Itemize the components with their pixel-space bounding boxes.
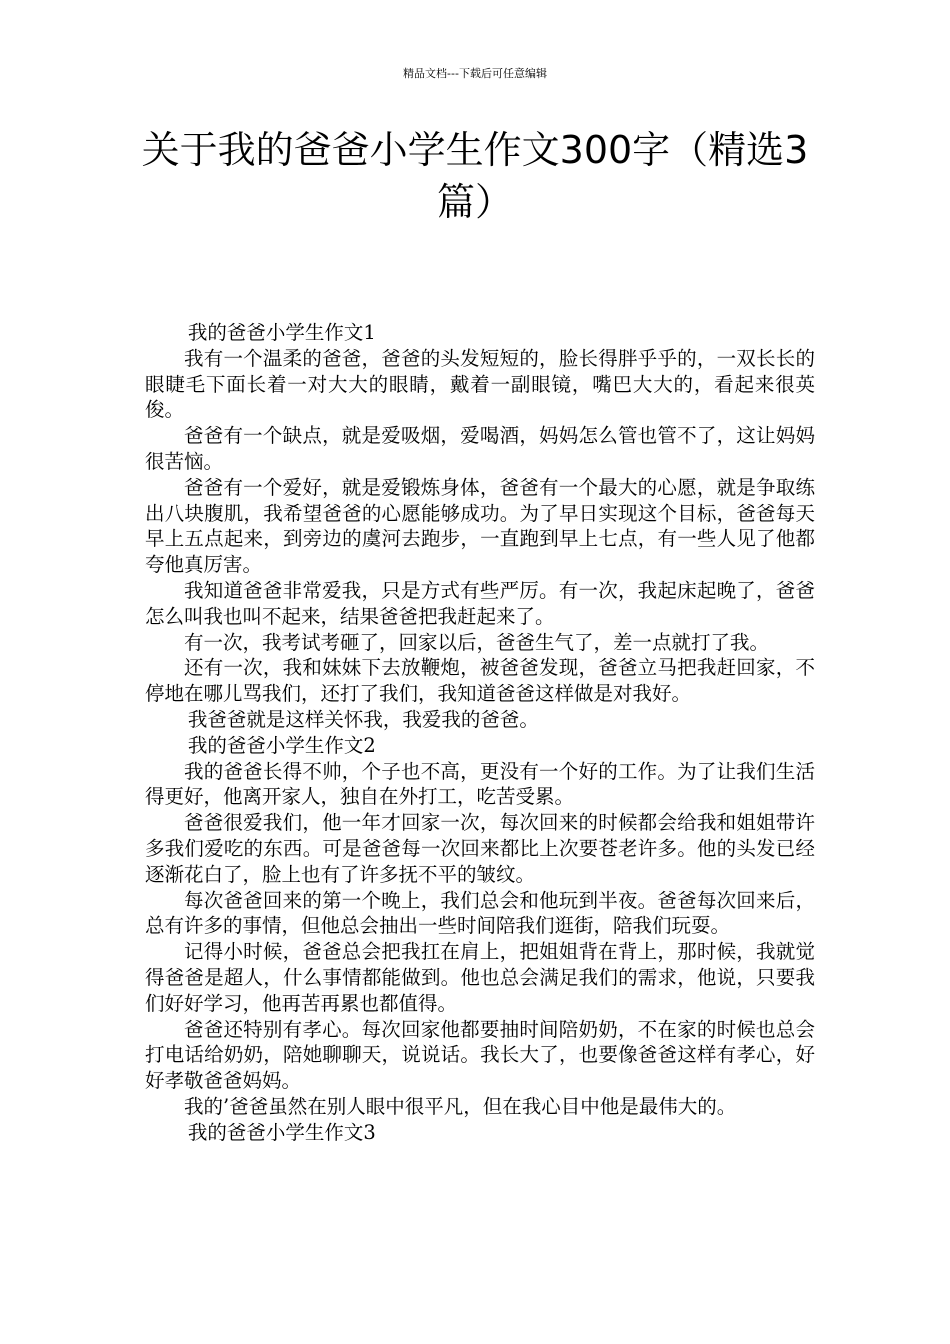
- paragraph: 爸爸有一个爱好，就是爱锻炼身体，爸爸有一个最大的心愿，就是争取练出八块腹肌，我希望爸爸的心愿能够成功。为了早日实现这个目标，爸爸每天早上五点起来，到旁边的虞河去跑步，一直跑到早上七点，有一些人见了他都夸他真厉害。: [145, 475, 815, 577]
- paragraph: 我的’爸爸虽然在别人眼中很平凡，但在我心目中他是最伟大的。: [184, 1094, 737, 1118]
- header-note: 精品文档---下载后可任意编辑: [403, 67, 547, 80]
- document-title: 关于我的爸爸小学生作文300字（精选3篇）: [141, 128, 809, 224]
- paragraph: 我的爸爸长得不帅，个子也不高，更没有一个好的工作。为了让我们生活得更好，他离开家人，独自在外打工，吃苦受累。: [145, 759, 815, 809]
- section-heading-2: 我的爸爸小学生作文2: [187, 733, 376, 757]
- paragraph: 记得小时候，爸爸总会把我扛在肩上，把姐姐背在背上，那时候，我就觉得爸爸是超人，什么事情都能做到。他也总会满足我们的需求，他说，只要我们好好学习，他再苦再累也都值得。: [145, 940, 815, 1015]
- paragraph: 我知道爸爸非常爱我，只是方式有些严厉。有一次，我起床起晚了，爸爸怎么叫我也叫不起来，结果爸爸把我赶起来了。: [145, 578, 815, 628]
- paragraph: 我有一个温柔的爸爸，爸爸的头发短短的，脸长得胖乎乎的，一双长长的眼睫毛下面长着一对大大的眼睛，戴着一副眼镜，嘴巴大大的，看起来很英俊。: [145, 346, 815, 422]
- document-body: [145, 320, 815, 1146]
- paragraph: 我爸爸就是这样关怀我，我爱我的爸爸。: [187, 707, 539, 731]
- paragraph: 有一次，我考试考砸了，回家以后，爸爸生气了，差一点就打了我。: [184, 630, 770, 654]
- section-heading-3: 我的爸爸小学生作文3: [187, 1120, 376, 1144]
- paragraph: 爸爸还特别有孝心。每次回家他都要抽时间陪奶奶，不在家的时候也总会打电话给奶奶，陪她聊聊天，说说话。我长大了，也要像爸爸这样有孝心，好好孝敬爸爸妈妈。: [145, 1017, 815, 1093]
- paragraph: 爸爸很爱我们，他一年才回家一次，每次回来的时候都会给我和姐姐带许多我们爱吃的东西。可是爸爸每一次回来都比上次要苍老许多。他的头发已经逐渐花白了，脸上也有了许多抚不平的皱纹。: [145, 811, 815, 886]
- section-heading-1: 我的爸爸小学生作文1: [187, 321, 376, 344]
- paragraph: 还有一次，我和妹妹下去放鞭炮，被爸爸发现，爸爸立马把我赶回家，不停地在哪儿骂我们，还打了我们，我知道爸爸这样做是对我好。: [145, 656, 815, 706]
- paragraph: 每次爸爸回来的第一个晚上，我们总会和他玩到半夜。爸爸每次回来后，总有许多的事情，但他总会抽出一些时间陪我们逛街，陪我们玩耍。: [145, 888, 815, 938]
- paragraph: 爸爸有一个缺点，就是爱吸烟，爱喝酒，妈妈怎么管也管不了，这让妈妈很苦恼。: [145, 424, 815, 473]
